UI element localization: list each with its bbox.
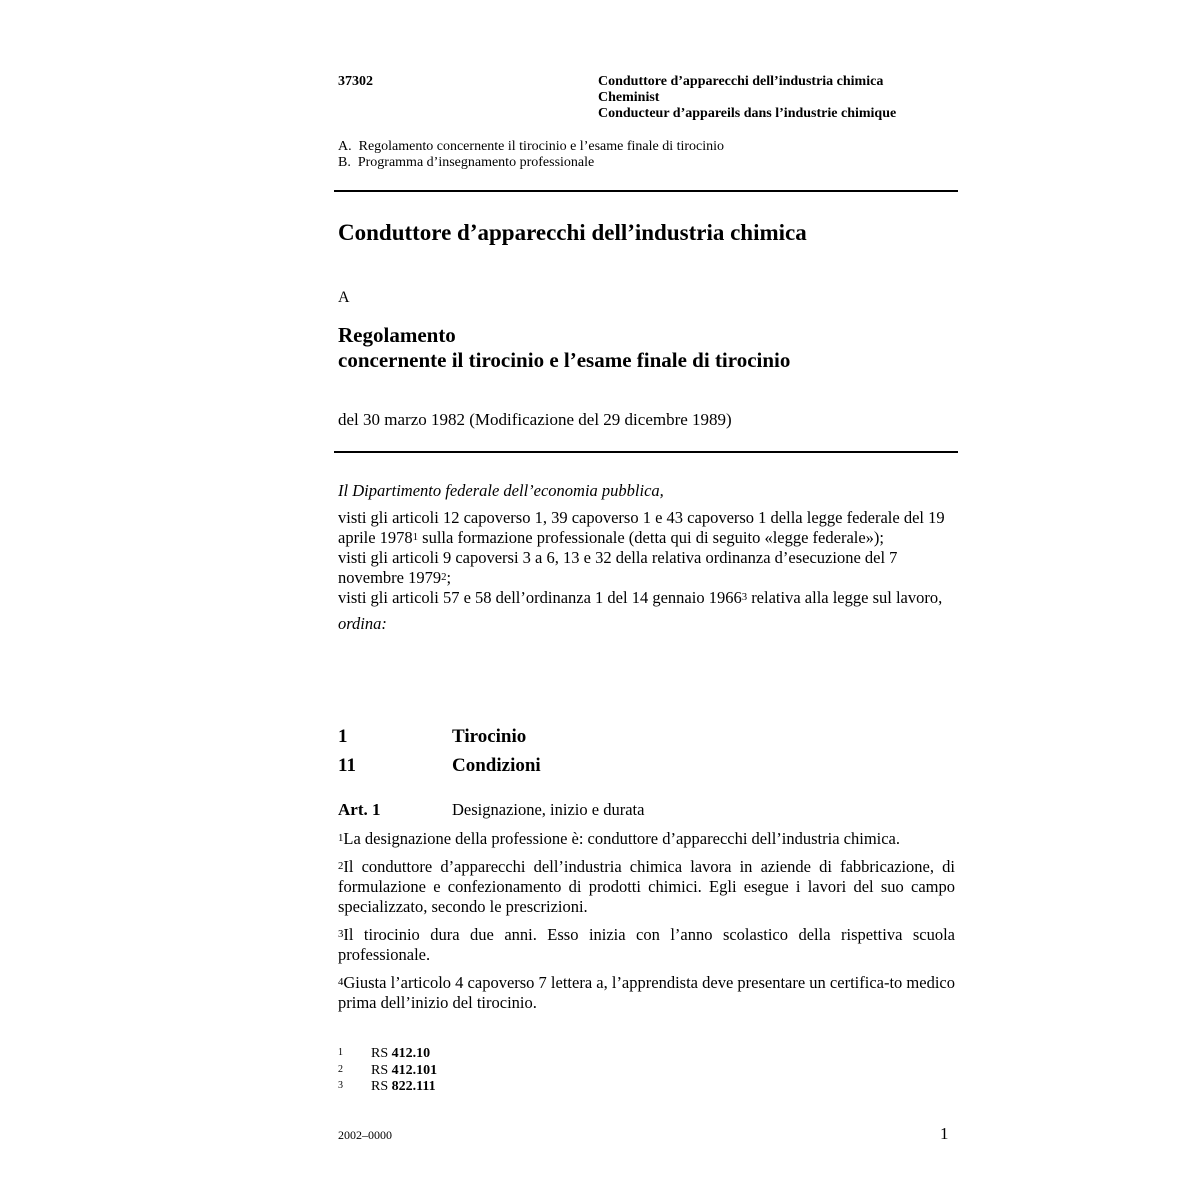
- footnote: 1 RS 412.10: [338, 1046, 431, 1061]
- preamble-clause: visti gli articoli 9 capoversi 3 a 6, 13 e 32 della relativa ordinanza d’esecuzione del 7 novembre 1979$^2$;: [338, 548, 898, 587]
- footnote-ref: 3: [741, 591, 748, 603]
- contents-item-b: B. Programma d’insegnamento professionale: [338, 155, 595, 170]
- section-title: Condizioni: [452, 755, 541, 776]
- header-title-it: Conduttore d’apparecchi dell’industria chimica: [598, 74, 884, 89]
- page-title: Conduttore d’apparecchi dell’industria chimica: [338, 220, 807, 245]
- article-label: Art. 1: [338, 800, 381, 819]
- page-number: 1: [940, 1124, 949, 1143]
- article-paragraphs: [338, 829, 955, 1021]
- regulation-title: [338, 323, 790, 373]
- divider: [334, 190, 958, 192]
- footnote: 2 RS 412.101: [338, 1062, 438, 1078]
- footer-code: 2002–0000: [338, 1128, 392, 1142]
- header-title-fr: Conducteur d’appareils dans l’industrie chimique: [598, 106, 897, 121]
- footnotes: [338, 1046, 437, 1096]
- header-title-de: Cheminist: [598, 90, 660, 105]
- date-line: del 30 marzo 1982 (Modificazione del 29 dicembre 1989): [338, 410, 732, 429]
- part-letter: A: [338, 289, 350, 306]
- document-number: 37302: [338, 74, 373, 89]
- article-paragraph: $^1$La designazione della professione è: conduttore d’apparecchi dell’industria chimica.: [338, 829, 901, 848]
- section-number: 1: [338, 726, 348, 747]
- regulation-title-line2: concernente il tirocinio e l’esame finale di tirocinio: [338, 348, 791, 372]
- issuing-department: Il Dipartimento federale dell’economia pubblica,: [338, 481, 664, 500]
- footnote: 3 RS 822.111: [338, 1079, 436, 1094]
- regulation-title-line1: Regolamento: [338, 323, 456, 347]
- article-paragraph: $^2$Il conduttore d’apparecchi dell’industria chimica lavora in aziende di fabbricazione, di formulazione e confezionamento di prodotti chimici. Egli esegue i lavori del suo campo specializzato, secondo le prescrizioni.: [338, 857, 955, 916]
- header-titles: [598, 74, 896, 122]
- divider: [334, 451, 958, 453]
- footnote-ref: 2: [441, 571, 447, 583]
- article-paragraph: $^4$Giusta l’articolo 4 capoverso 7 lettera a, l’apprendista deve presentare un certifica-to medico prima dell’inizio del tirocinio.: [338, 973, 955, 1012]
- preamble-clause: visti gli articoli 12 capoverso 1, 39 capoverso 1 e 43 capoverso 1 della legge federale del 19 aprile 1978$^1$ sulla formazione professionale (detta qui di seguito «legge federale»);: [338, 508, 945, 547]
- section-number: 11: [338, 755, 356, 776]
- preamble: [338, 481, 958, 634]
- preamble-clause: visti gli articoli 57 e 58 dell’ordinanza 1 del 14 gennaio 1966$^3$ relativa alla legge sul lavoro,: [338, 588, 943, 607]
- contents-item-a: A. Regolamento concernente il tirocinio e l’esame finale di tirocinio: [338, 139, 725, 154]
- article-paragraph: $^3$Il tirocinio dura due anni. Esso inizia con l’anno scolastico della rispettiva scuola professionale.: [338, 925, 955, 964]
- footnote-ref: 1: [412, 531, 419, 543]
- contents-list: [338, 139, 724, 171]
- ordina-line: ordina:: [338, 614, 387, 633]
- article-title: Designazione, inizio e durata: [452, 800, 645, 819]
- section-title: Tirocinio: [452, 726, 527, 747]
